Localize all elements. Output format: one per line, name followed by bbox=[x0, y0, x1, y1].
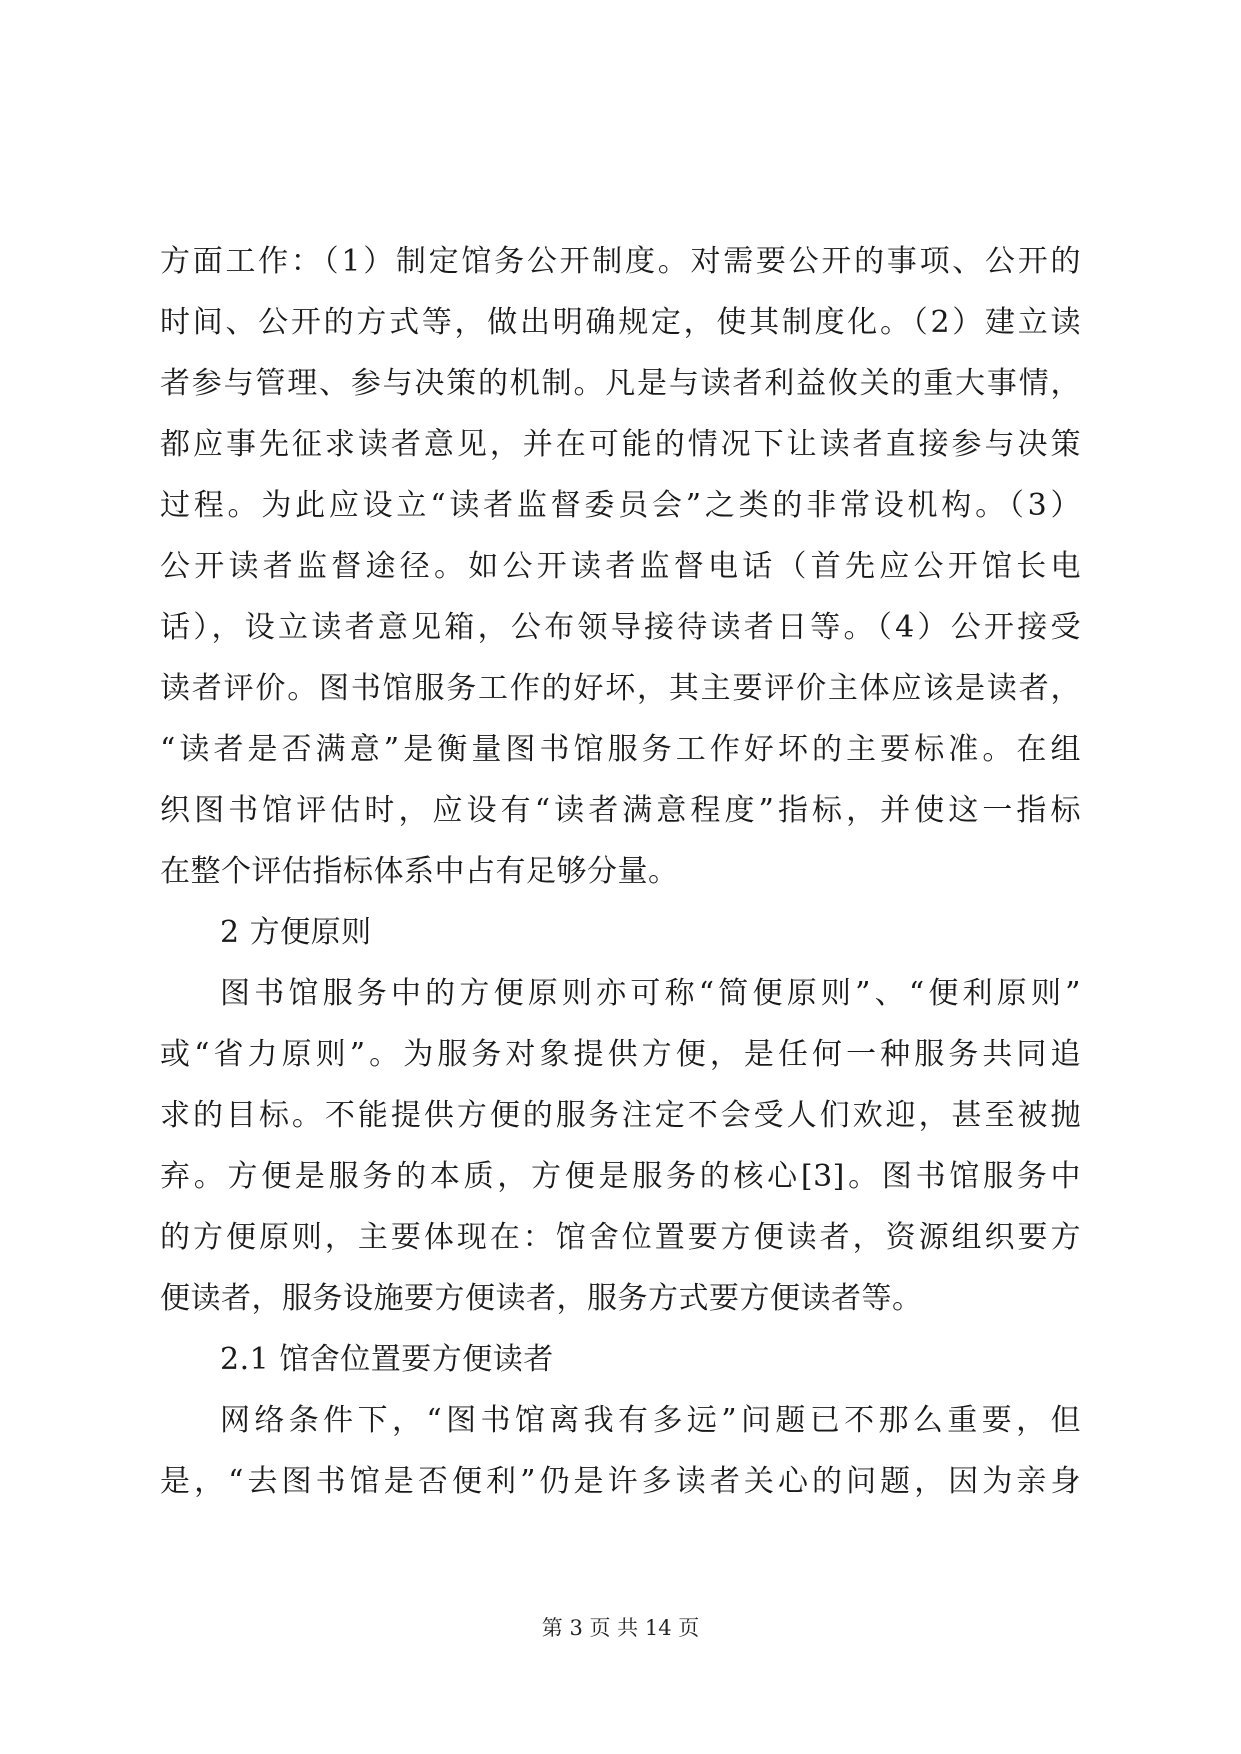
paragraph-line: 的方便原则，主要体现在：馆舍位置要方便读者，资源组织要方 bbox=[160, 1220, 1081, 1255]
paragraph-line: 在整个评估指标体系中占有足够分量。 bbox=[160, 854, 679, 889]
paragraph-line: 图书馆服务中的方便原则亦可称“简便原则”、“便利原则” bbox=[220, 976, 1081, 1011]
paragraph-line: 公开读者监督途径。如公开读者监督电话（首先应公开馆长电 bbox=[160, 549, 1081, 584]
paragraph-line: 织图书馆评估时，应设有“读者满意程度”指标，并使这一指标 bbox=[160, 793, 1081, 828]
paragraph-line: 者参与管理、参与决策的机制。凡是与读者利益攸关的重大事情， bbox=[160, 366, 1081, 401]
paragraph-line: “读者是否满意”是衡量图书馆服务工作好坏的主要标准。在组 bbox=[160, 732, 1081, 767]
paragraph-line: 网络条件下，“图书馆离我有多远”问题已不那么重要，但 bbox=[220, 1403, 1081, 1438]
paragraph-line: 便读者，服务设施要方便读者，服务方式要方便读者等。 bbox=[160, 1281, 923, 1316]
paragraph-line: 弃。方便是服务的本质，方便是服务的核心[3]。图书馆服务中 bbox=[160, 1159, 1081, 1194]
paragraph-line: 或“省力原则”。为服务对象提供方便，是任何一种服务共同追 bbox=[160, 1037, 1081, 1072]
subsection-heading: 2.1 馆舍位置要方便读者 bbox=[220, 1342, 554, 1377]
paragraph-line: 求的目标。不能提供方便的服务注定不会受人们欢迎，甚至被抛 bbox=[160, 1098, 1081, 1133]
paragraph-line: 过程。为此应设立“读者监督委员会”之类的非常设机构。（3） bbox=[160, 488, 1081, 523]
paragraph-line: 话），设立读者意见箱，公布领导接待读者日等。（4）公开接受 bbox=[160, 610, 1081, 645]
document-body bbox=[160, 231, 1081, 1512]
paragraph-line: 时间、公开的方式等，做出明确规定，使其制度化。（2）建立读 bbox=[160, 305, 1081, 340]
section-heading: 2 方便原则 bbox=[220, 915, 372, 950]
paragraph-line: 是，“去图书馆是否便利”仍是许多读者关心的问题，因为亲身 bbox=[160, 1464, 1081, 1499]
page-number-footer: 第 3 页 共 14 页 bbox=[541, 1616, 700, 1640]
paragraph-line: 方面工作：（1）制定馆务公开制度。对需要公开的事项、公开的 bbox=[160, 244, 1081, 279]
paragraph-line: 都应事先征求读者意见，并在可能的情况下让读者直接参与决策 bbox=[160, 427, 1081, 462]
paragraph-line: 读者评价。图书馆服务工作的好坏，其主要评价主体应该是读者， bbox=[160, 671, 1081, 706]
